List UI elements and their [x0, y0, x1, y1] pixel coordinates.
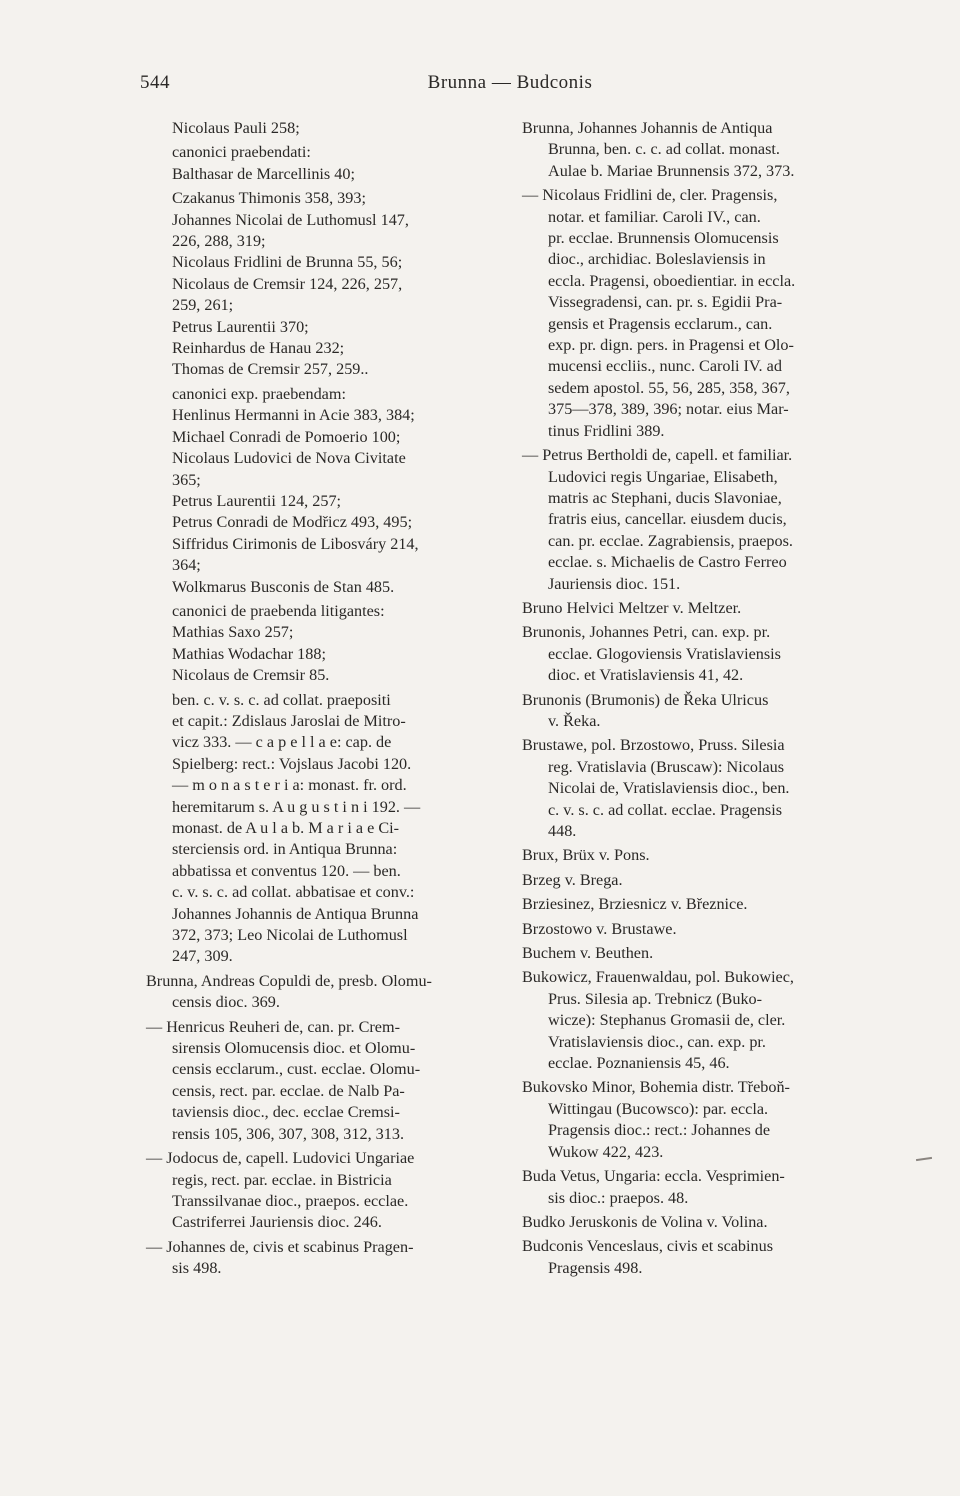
right-column-line: pr. ecclae. Brunnensis Olomucensis	[548, 229, 779, 248]
left-column-line: vicz 333. — c a p e l l a e: cap. de	[172, 733, 392, 752]
left-column-line: Brunna, Andreas Copuldi de, presb. Olomu-	[146, 971, 432, 990]
left-column-line: Czakanus Thimonis 358, 393;	[172, 189, 366, 208]
left-column-line: censis, rect. par. ecclae. de Nalb Pa-	[172, 1081, 405, 1100]
left-column-line: sis 498.	[172, 1259, 222, 1278]
left-column-line: Wolkmarus Busconis de Stan 485.	[172, 577, 395, 596]
right-column-line: sedem apostol. 55, 56, 285, 358, 367,	[548, 378, 790, 397]
right-column-line: Budconis Venceslaus, civis et scabinus	[522, 1237, 774, 1256]
right-column-line: v. Řeka.	[548, 711, 601, 730]
left-column-line: canonici de praebenda litigantes:	[172, 601, 385, 620]
left-column-line: Johannes Johannis de Antiqua Brunna	[172, 904, 419, 923]
left-column-line: rensis 105, 306, 307, 308, 312, 313.	[172, 1124, 405, 1143]
right-column-line: Buda Vetus, Ungaria: eccla. Vesprimien-	[522, 1167, 785, 1186]
right-column-line: Brunonis (Brumonis) de Řeka Ulricus	[522, 690, 769, 709]
left-column-line: ben. c. v. s. c. ad collat. praepositi	[172, 690, 391, 709]
right-column-line: dioc. et Vratislaviensis 41, 42.	[548, 666, 744, 685]
right-column-line: Pragensis dioc.: rect.: Johannes de	[548, 1121, 771, 1140]
margin-pen-mark	[916, 1157, 932, 1161]
left-column-line: — Jodocus de, capell. Ludovici Ungariae	[146, 1149, 415, 1168]
page-number: 544	[140, 72, 170, 93]
right-column-line: 448.	[548, 822, 577, 840]
left-column-line: canonici praebendati:	[172, 143, 311, 162]
left-column-line: Petrus Laurentii 124, 257;	[172, 491, 342, 510]
left-column-line: — Henricus Reuheri de, can. pr. Crem-	[146, 1017, 400, 1036]
right-column-line: ecclae. Glogoviensis Vratislaviensis	[548, 644, 781, 663]
running-head: Brunna — Budconis	[427, 72, 593, 93]
right-column-line: Wukow 422, 423.	[548, 1142, 664, 1161]
right-column-line: Vissegradensi, can. pr. s. Egidii Pra-	[548, 293, 783, 312]
right-column-line: matris ac Stephani, ducis Slavoniae,	[548, 488, 782, 507]
right-column-line: reg. Vratislavia (Bruscaw): Nicolaus	[548, 757, 785, 776]
right-column-line: sis dioc.: praepos. 48.	[548, 1188, 689, 1207]
right-column-line: Budko Jeruskonis de Volina v. Volina.	[522, 1212, 768, 1231]
right-column-line: Brunonis, Johannes Petri, can. exp. pr.	[522, 623, 771, 642]
right-column-line: exp. pr. dign. pers. in Pragensi et Olo-	[548, 336, 794, 355]
left-column-line: c. v. s. c. ad collat. abbatisae et conv.:	[172, 883, 415, 902]
left-column-line: Nicolaus Pauli 258;	[172, 119, 300, 137]
left-column-line: Mathias Wodachar 188;	[172, 644, 326, 663]
right-column-line: notar. et familiar. Caroli IV., can.	[548, 207, 761, 226]
left-column-line: 364;	[172, 556, 201, 575]
left-column-line: et capit.: Zdislaus Jaroslai de Mitro-	[172, 711, 406, 730]
right-column-line: Prus. Silesia ap. Trebnicz (Buko-	[548, 989, 763, 1008]
left-column-line: monast. de A u l a b. M a r i a e Ci-	[172, 819, 400, 837]
left-column-line: 259, 261;	[172, 296, 234, 315]
right-column-line: fratris eius, cancellar. eiusdem ducis,	[548, 510, 787, 529]
right-column-line: Brunna, ben. c. c. ad collat. monast.	[548, 140, 780, 159]
right-column-line: mucensi eccliis., nunc. Caroli IV. ad	[548, 357, 782, 376]
left-column-line: Transsilvanae dioc., praepos. ecclae.	[172, 1191, 409, 1210]
left-column	[146, 118, 496, 1280]
left-column-line: Reinhardus de Hanau 232;	[172, 339, 345, 358]
right-column-line: Nicolai de, Vratislaviensis dioc., ben.	[548, 779, 790, 798]
right-column-line: — Petrus Bertholdi de, capell. et familiar.	[522, 446, 793, 465]
right-column-line: Vratislaviensis dioc., can. exp. pr.	[548, 1032, 766, 1051]
right-column-line: Ludovici regis Ungariae, Elisabeth,	[548, 467, 778, 486]
left-column-line: canonici exp. praebendam:	[172, 384, 346, 403]
left-column-line: Nicolaus Ludovici de Nova Civitate	[172, 449, 406, 468]
left-column-line: 365;	[172, 470, 201, 489]
left-column-line: 226, 288, 319;	[172, 232, 266, 251]
right-column-line: Brunna, Johannes Johannis de Antiqua	[522, 119, 773, 137]
right-column-line: Brustawe, pol. Brzostowo, Pruss. Silesia	[522, 736, 785, 755]
left-column-line: abbatissa et conventus 120. — ben.	[172, 861, 401, 880]
right-column-line: c. v. s. c. ad collat. ecclae. Pragensis	[548, 800, 783, 819]
left-column-line: Castriferrei Jauriensis dioc. 246.	[172, 1213, 382, 1232]
left-column-line: Johannes Nicolai de Luthomusl 147,	[172, 210, 409, 229]
right-column-line: Aulae b. Mariae Brunnensis 372, 373.	[548, 161, 795, 180]
left-column-line: heremitarum s. A u g u s t i n i 192. —	[172, 797, 421, 816]
right-column-line: wicze): Stephanus Gromasii de, cler.	[548, 1011, 786, 1030]
right-column-line: Bukovsko Minor, Bohemia distr. Třeboň-	[522, 1078, 790, 1097]
left-column-line: taviensis dioc., dec. ecclae Cremsi-	[172, 1103, 400, 1122]
left-column-line: sterciensis ord. in Antiqua Brunna:	[172, 840, 398, 859]
right-column-line: Bukowicz, Frauenwaldau, pol. Bukowiec,	[522, 968, 794, 987]
left-column-line: Balthasar de Marcellinis 40;	[172, 164, 355, 183]
right-column-line: ecclae. s. Michaelis de Castro Ferreo	[548, 553, 787, 572]
left-column-line: Mathias Saxo 257;	[172, 623, 294, 642]
right-column-line: Brux, Brüx v. Pons.	[522, 846, 650, 865]
left-column-line: — Johannes de, civis et scabinus Pragen-	[146, 1237, 414, 1256]
right-column-line: Brzeg v. Brega.	[522, 870, 623, 889]
right-column-line: dioc., archidiac. Boleslaviensis in	[548, 250, 766, 269]
right-column-line: — Nicolaus Fridlini de, cler. Pragensis,	[522, 186, 778, 205]
right-column-line: can. pr. ecclae. Zagrabiensis, praepos.	[548, 531, 793, 550]
right-column-line: eccla. Pragensi, oboedientiar. in eccla.	[548, 271, 796, 290]
left-column-line: Siffridus Cirimonis de Libosváry 214,	[172, 534, 419, 553]
left-column-line: Nicolaus Fridlini de Brunna 55, 56;	[172, 253, 403, 272]
right-column-line: Wittingau (Bucowsco): par. eccla.	[548, 1099, 769, 1118]
left-column-line: Petrus Conradi de Modřicz 493, 495;	[172, 513, 413, 532]
left-column-line: sirensis Olomucensis dioc. et Olomu-	[172, 1039, 416, 1058]
left-column-line: regis, rect. par. ecclae. in Bistricia	[172, 1170, 392, 1189]
right-column-line: Jauriensis dioc. 151.	[548, 574, 681, 593]
right-column-line: ecclae. Poznaniensis 45, 46.	[548, 1054, 730, 1073]
left-column-line: 372, 373; Leo Nicolai de Luthomusl	[172, 926, 408, 945]
left-column-line: Spielberg: rect.: Vojslaus Jacobi 120.	[172, 754, 412, 773]
right-column-line: Brziesinez, Brziesnicz v. Březnice.	[522, 895, 748, 914]
left-column-line: censis ecclarum., cust. ecclae. Olomu-	[172, 1060, 421, 1079]
right-column-line: 375—378, 389, 396; notar. eius Mar-	[548, 400, 789, 419]
right-column	[522, 118, 882, 1279]
left-column-line: Henlinus Hermanni in Acie 383, 384;	[172, 406, 415, 425]
right-column-line: Bruno Helvici Meltzer v. Meltzer.	[522, 598, 742, 617]
left-column-line: Petrus Laurentii 370;	[172, 317, 309, 336]
left-column-line: Thomas de Cremsir 257, 259..	[172, 360, 369, 379]
left-column-line: 247, 309.	[172, 947, 233, 966]
left-column-line: Michael Conradi de Pomoerio 100;	[172, 427, 401, 446]
right-column-line: Brzostowo v. Brustawe.	[522, 919, 677, 938]
right-column-line: Pragensis 498.	[548, 1258, 643, 1277]
left-column-line: censis dioc. 369.	[172, 993, 280, 1012]
right-column-line: Buchem v. Beuthen.	[522, 944, 654, 963]
right-column-line: gensis et Pragensis ecclarum., can.	[548, 314, 773, 333]
left-column-line: Nicolaus de Cremsir 124, 226, 257,	[172, 274, 403, 293]
right-column-line: tinus Fridlini 389.	[548, 421, 665, 440]
left-column-line: — m o n a s t e r i a: monast. fr. ord.	[172, 776, 407, 795]
left-column-line: Nicolaus de Cremsir 85.	[172, 666, 330, 685]
